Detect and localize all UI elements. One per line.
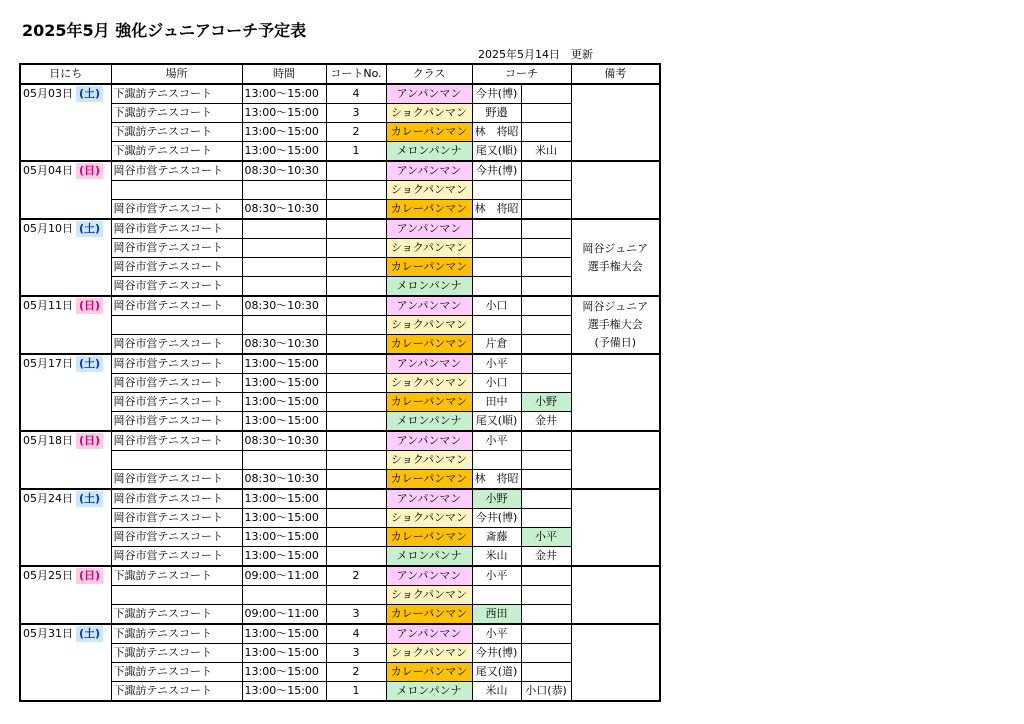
place-cell: 下諏訪テニスコート xyxy=(111,663,242,682)
note-line: 選手権大会 xyxy=(587,259,643,273)
place-cell xyxy=(111,316,242,335)
header-place: 場所 xyxy=(111,64,242,84)
coach-cell: 尾又(順) xyxy=(472,412,521,432)
class-cell: メロンパンナ xyxy=(386,547,472,567)
coach-cell: 金井 xyxy=(521,547,571,567)
coach-cell: 小口(恭) xyxy=(521,682,571,702)
table-row xyxy=(20,316,660,335)
coach-cell: 小野 xyxy=(472,489,521,509)
weekday-badge: (土) xyxy=(76,626,103,642)
court-cell: 1 xyxy=(326,142,386,162)
place-cell: 岡谷市営テニスコート xyxy=(111,412,242,432)
weekday-badge: (日) xyxy=(76,568,103,584)
table-row xyxy=(20,624,660,644)
date-cell xyxy=(20,624,111,701)
class-cell: アンパンマン xyxy=(386,161,472,181)
table-row xyxy=(20,181,660,200)
date-label: 05月24日 xyxy=(23,492,73,505)
date-label: 05月10日 xyxy=(23,222,73,235)
class-cell: カレーパンマン xyxy=(386,470,472,490)
coach-cell: 小平 xyxy=(521,528,571,547)
date-cell xyxy=(20,566,111,624)
table-row xyxy=(20,374,660,393)
coach-cell: 野邉 xyxy=(472,104,521,123)
class-cell: ショクパンマン xyxy=(386,104,472,123)
place-cell: 下諏訪テニスコート xyxy=(111,682,242,702)
place-cell: 下諏訪テニスコート xyxy=(111,644,242,663)
place-cell: 岡谷市営テニスコート xyxy=(111,489,242,509)
coach-cell: 尾又(順) xyxy=(472,142,521,162)
weekday-badge: (土) xyxy=(76,86,103,102)
court-cell xyxy=(326,451,386,470)
table-row xyxy=(20,682,660,702)
weekday-badge: (日) xyxy=(76,298,103,314)
coach-cell xyxy=(521,181,571,200)
date-label: 05月31日 xyxy=(23,627,73,640)
place-cell: 岡谷市営テニスコート xyxy=(111,354,242,374)
date-label: 05月04日 xyxy=(23,164,73,177)
table-row xyxy=(20,200,660,220)
note-cell xyxy=(571,566,660,624)
place-cell: 岡谷市営テニスコート xyxy=(111,258,242,277)
weekday-badge: (土) xyxy=(76,356,103,372)
court-cell: 3 xyxy=(326,104,386,123)
place-cell: 岡谷市営テニスコート xyxy=(111,335,242,355)
coach-cell xyxy=(521,316,571,335)
court-cell xyxy=(326,239,386,258)
table-row xyxy=(20,104,660,123)
coach-cell xyxy=(521,566,571,586)
table-row xyxy=(20,296,660,316)
place-cell: 下諏訪テニスコート xyxy=(111,104,242,123)
coach-cell: 小平 xyxy=(472,354,521,374)
place-cell: 下諏訪テニスコート xyxy=(111,624,242,644)
time-cell: 13:00～15:00 xyxy=(242,663,326,682)
court-cell xyxy=(326,354,386,374)
place-cell: 下諏訪テニスコート xyxy=(111,605,242,625)
coach-cell xyxy=(521,84,571,104)
coach-cell: 片倉 xyxy=(472,335,521,355)
coach-cell xyxy=(521,586,571,605)
class-cell: アンパンマン xyxy=(386,84,472,104)
court-cell xyxy=(326,470,386,490)
coach-cell: 田中 xyxy=(472,393,521,412)
weekday-badge: (日) xyxy=(76,433,103,449)
class-cell: メロンパンナ xyxy=(386,412,472,432)
date-cell xyxy=(20,84,111,161)
note-cell xyxy=(571,84,660,161)
class-cell: アンパンマン xyxy=(386,219,472,239)
class-cell: カレーパンマン xyxy=(386,393,472,412)
table-row xyxy=(20,258,660,277)
class-cell: ショクパンマン xyxy=(386,586,472,605)
coach-cell xyxy=(521,431,571,451)
table-row xyxy=(20,470,660,490)
table-row xyxy=(20,489,660,509)
place-cell: 岡谷市営テニスコート xyxy=(111,219,242,239)
time-cell: 13:00～15:00 xyxy=(242,644,326,663)
class-cell: アンパンマン xyxy=(386,354,472,374)
coach-cell xyxy=(521,489,571,509)
coach-cell xyxy=(521,104,571,123)
header-time: 時間 xyxy=(242,64,326,84)
time-cell xyxy=(242,181,326,200)
header-coach: コーチ xyxy=(472,64,571,84)
coach-cell xyxy=(521,374,571,393)
time-cell: 08:30～10:30 xyxy=(242,200,326,220)
time-cell: 09:00～11:00 xyxy=(242,566,326,586)
time-cell: 13:00～15:00 xyxy=(242,682,326,702)
coach-cell xyxy=(521,451,571,470)
place-cell: 岡谷市営テニスコート xyxy=(111,296,242,316)
place-cell: 岡谷市営テニスコート xyxy=(111,547,242,567)
place-cell: 岡谷市営テニスコート xyxy=(111,277,242,297)
header-note: 備考 xyxy=(571,64,660,84)
place-cell xyxy=(111,451,242,470)
weekday-badge: (土) xyxy=(76,491,103,507)
place-cell: 岡谷市営テニスコート xyxy=(111,528,242,547)
note-cell xyxy=(571,624,660,701)
coach-cell xyxy=(521,219,571,239)
coach-cell xyxy=(521,509,571,528)
coach-cell xyxy=(521,644,571,663)
class-cell: カレーパンマン xyxy=(386,663,472,682)
note-cell xyxy=(571,161,660,219)
coach-cell: 今井(博) xyxy=(472,509,521,528)
court-cell xyxy=(326,219,386,239)
coach-cell: 小口 xyxy=(472,296,521,316)
date-cell xyxy=(20,431,111,489)
date-label: 05月25日 xyxy=(23,569,73,582)
coach-cell xyxy=(472,316,521,335)
class-cell: ショクパンマン xyxy=(386,509,472,528)
table-row xyxy=(20,605,660,625)
time-cell: 13:00～15:00 xyxy=(242,123,326,142)
court-cell: 3 xyxy=(326,605,386,625)
court-cell xyxy=(326,393,386,412)
weekday-badge: (土) xyxy=(76,221,103,237)
schedule-body xyxy=(20,84,660,701)
table-row xyxy=(20,431,660,451)
court-cell xyxy=(326,296,386,316)
place-cell: 岡谷市営テニスコート xyxy=(111,431,242,451)
note-cell xyxy=(571,296,660,354)
coach-cell: 小平 xyxy=(472,431,521,451)
coach-cell xyxy=(521,239,571,258)
time-cell: 13:00～15:00 xyxy=(242,528,326,547)
time-cell: 08:30～10:30 xyxy=(242,470,326,490)
place-cell: 下諏訪テニスコート xyxy=(111,566,242,586)
coach-cell xyxy=(521,624,571,644)
date-cell xyxy=(20,296,111,354)
weekday-badge: (日) xyxy=(76,163,103,179)
class-cell: メロンパンナ xyxy=(386,142,472,162)
class-cell: アンパンマン xyxy=(386,296,472,316)
coach-cell: 尾又(道) xyxy=(472,663,521,682)
table-row xyxy=(20,509,660,528)
coach-cell xyxy=(521,200,571,220)
table-row xyxy=(20,123,660,142)
place-cell: 岡谷市営テニスコート xyxy=(111,509,242,528)
place-cell: 岡谷市営テニスコート xyxy=(111,470,242,490)
time-cell: 13:00～15:00 xyxy=(242,489,326,509)
header-court: コートNo. xyxy=(326,64,386,84)
place-cell: 下諏訪テニスコート xyxy=(111,123,242,142)
coach-cell: 西田 xyxy=(472,605,521,625)
date-label: 05月11日 xyxy=(23,299,73,312)
coach-cell xyxy=(472,181,521,200)
header-date: 日にち xyxy=(20,64,111,84)
coach-cell: 今井(博) xyxy=(472,161,521,181)
time-cell: 13:00～15:00 xyxy=(242,547,326,567)
class-cell: アンパンマン xyxy=(386,489,472,509)
coach-cell: 斎藤 xyxy=(472,528,521,547)
coach-cell xyxy=(521,470,571,490)
class-cell: アンパンマン xyxy=(386,566,472,586)
court-cell xyxy=(326,277,386,297)
coach-cell: 今井(博) xyxy=(472,84,521,104)
class-cell: ショクパンマン xyxy=(386,374,472,393)
time-cell xyxy=(242,219,326,239)
time-cell: 13:00～15:00 xyxy=(242,393,326,412)
table-row xyxy=(20,335,660,355)
coach-cell xyxy=(521,277,571,297)
court-cell xyxy=(326,161,386,181)
place-cell xyxy=(111,181,242,200)
time-cell: 13:00～15:00 xyxy=(242,509,326,528)
coach-cell: 米山 xyxy=(521,142,571,162)
court-cell: 4 xyxy=(326,84,386,104)
class-cell: カレーパンマン xyxy=(386,605,472,625)
table-row xyxy=(20,451,660,470)
note-cell xyxy=(571,431,660,489)
coach-cell xyxy=(521,354,571,374)
note-cell xyxy=(571,489,660,566)
class-cell: カレーパンマン xyxy=(386,123,472,142)
date-cell xyxy=(20,219,111,296)
coach-cell xyxy=(521,123,571,142)
class-cell: ショクパンマン xyxy=(386,181,472,200)
time-cell: 08:30～10:30 xyxy=(242,431,326,451)
court-cell: 4 xyxy=(326,624,386,644)
table-row xyxy=(20,412,660,432)
court-cell xyxy=(326,412,386,432)
class-cell: カレーパンマン xyxy=(386,335,472,355)
note-line: 岡谷ジュニア xyxy=(582,300,649,313)
table-row xyxy=(20,354,660,374)
class-cell: ショクパンマン xyxy=(386,316,472,335)
court-cell xyxy=(326,200,386,220)
court-cell xyxy=(326,374,386,393)
table-row xyxy=(20,393,660,412)
time-cell: 13:00～15:00 xyxy=(242,354,326,374)
table-row xyxy=(20,663,660,682)
class-cell: メロンパンナ xyxy=(386,682,472,702)
class-cell: アンパンマン xyxy=(386,624,472,644)
table-row xyxy=(20,547,660,567)
coach-cell xyxy=(521,258,571,277)
coach-cell: 小野 xyxy=(521,393,571,412)
table-row xyxy=(20,142,660,162)
place-cell xyxy=(111,586,242,605)
table-row xyxy=(20,566,660,586)
coach-cell xyxy=(521,161,571,181)
note-line: 岡谷ジュニア xyxy=(582,241,649,255)
coach-cell: 林 将昭 xyxy=(472,470,521,490)
coach-cell xyxy=(472,451,521,470)
class-cell: ショクパンマン xyxy=(386,239,472,258)
table-row xyxy=(20,239,660,258)
court-cell: 2 xyxy=(326,123,386,142)
coach-cell xyxy=(521,605,571,625)
coach-cell: 金井 xyxy=(521,412,571,432)
place-cell: 下諏訪テニスコート xyxy=(111,142,242,162)
coach-cell xyxy=(472,258,521,277)
place-cell: 下諏訪テニスコート xyxy=(111,84,242,104)
time-cell xyxy=(242,258,326,277)
time-cell: 13:00～15:00 xyxy=(242,624,326,644)
time-cell: 13:00～15:00 xyxy=(242,142,326,162)
class-cell: ショクパンマン xyxy=(386,451,472,470)
table-row xyxy=(20,84,660,104)
place-cell: 岡谷市営テニスコート xyxy=(111,161,242,181)
note-line: 選手権大会 xyxy=(587,318,643,331)
place-cell: 岡谷市営テニスコート xyxy=(111,239,242,258)
court-cell xyxy=(326,258,386,277)
coach-cell xyxy=(472,277,521,297)
place-cell: 岡谷市営テニスコート xyxy=(111,200,242,220)
schedule-table xyxy=(19,63,661,702)
court-cell: 2 xyxy=(326,566,386,586)
time-cell: 13:00～15:00 xyxy=(242,84,326,104)
time-cell: 13:00～15:00 xyxy=(242,104,326,123)
coach-cell xyxy=(521,296,571,316)
note-line: (予備日) xyxy=(594,336,637,349)
note-cell xyxy=(571,354,660,431)
time-cell xyxy=(242,586,326,605)
place-cell: 岡谷市営テニスコート xyxy=(111,374,242,393)
class-cell: カレーパンマン xyxy=(386,258,472,277)
place-cell: 岡谷市営テニスコート xyxy=(111,393,242,412)
court-cell xyxy=(326,489,386,509)
court-cell: 1 xyxy=(326,682,386,702)
court-cell: 3 xyxy=(326,644,386,663)
date-cell xyxy=(20,161,111,219)
coach-cell xyxy=(472,239,521,258)
table-row xyxy=(20,219,660,239)
coach-cell xyxy=(521,335,571,355)
coach-cell: 小平 xyxy=(472,624,521,644)
table-row xyxy=(20,586,660,605)
time-cell: 09:00～11:00 xyxy=(242,605,326,625)
table-row xyxy=(20,161,660,181)
court-cell xyxy=(326,547,386,567)
table-row xyxy=(20,528,660,547)
date-label: 05月03日 xyxy=(23,87,73,100)
header-row xyxy=(20,64,660,84)
court-cell xyxy=(326,335,386,355)
class-cell: カレーパンマン xyxy=(386,528,472,547)
coach-cell: 小口 xyxy=(472,374,521,393)
time-cell xyxy=(242,239,326,258)
class-cell: ショクパンマン xyxy=(386,644,472,663)
coach-cell xyxy=(521,663,571,682)
class-cell: メロンパンナ xyxy=(386,277,472,297)
table-row xyxy=(20,277,660,297)
coach-cell: 小平 xyxy=(472,566,521,586)
coach-cell: 米山 xyxy=(472,547,521,567)
time-cell xyxy=(242,277,326,297)
time-cell xyxy=(242,451,326,470)
time-cell: 08:30～10:30 xyxy=(242,161,326,181)
class-cell: カレーパンマン xyxy=(386,200,472,220)
time-cell xyxy=(242,316,326,335)
court-cell xyxy=(326,181,386,200)
coach-cell: 林 将昭 xyxy=(472,123,521,142)
court-cell xyxy=(326,586,386,605)
time-cell: 13:00～15:00 xyxy=(242,412,326,432)
court-cell xyxy=(326,431,386,451)
coach-cell xyxy=(472,586,521,605)
note-cell xyxy=(571,219,660,296)
updated-date: 2025年5月14日 更新 xyxy=(478,48,593,61)
time-cell: 08:30～10:30 xyxy=(242,335,326,355)
class-cell: アンパンマン xyxy=(386,431,472,451)
date-label: 05月17日 xyxy=(23,357,73,370)
date-cell xyxy=(20,354,111,431)
header-class: クラス xyxy=(386,64,472,84)
page-title: 2025年5月 強化ジュニアコーチ予定表 xyxy=(22,21,307,40)
table-row xyxy=(20,644,660,663)
date-label: 05月18日 xyxy=(23,434,73,447)
time-cell: 08:30～10:30 xyxy=(242,296,326,316)
date-cell xyxy=(20,489,111,566)
court-cell: 2 xyxy=(326,663,386,682)
coach-cell: 今井(博) xyxy=(472,644,521,663)
court-cell xyxy=(326,316,386,335)
court-cell xyxy=(326,528,386,547)
coach-cell: 林 将昭 xyxy=(472,200,521,220)
court-cell xyxy=(326,509,386,528)
coach-cell xyxy=(472,219,521,239)
time-cell: 13:00～15:00 xyxy=(242,374,326,393)
coach-cell: 米山 xyxy=(472,682,521,702)
